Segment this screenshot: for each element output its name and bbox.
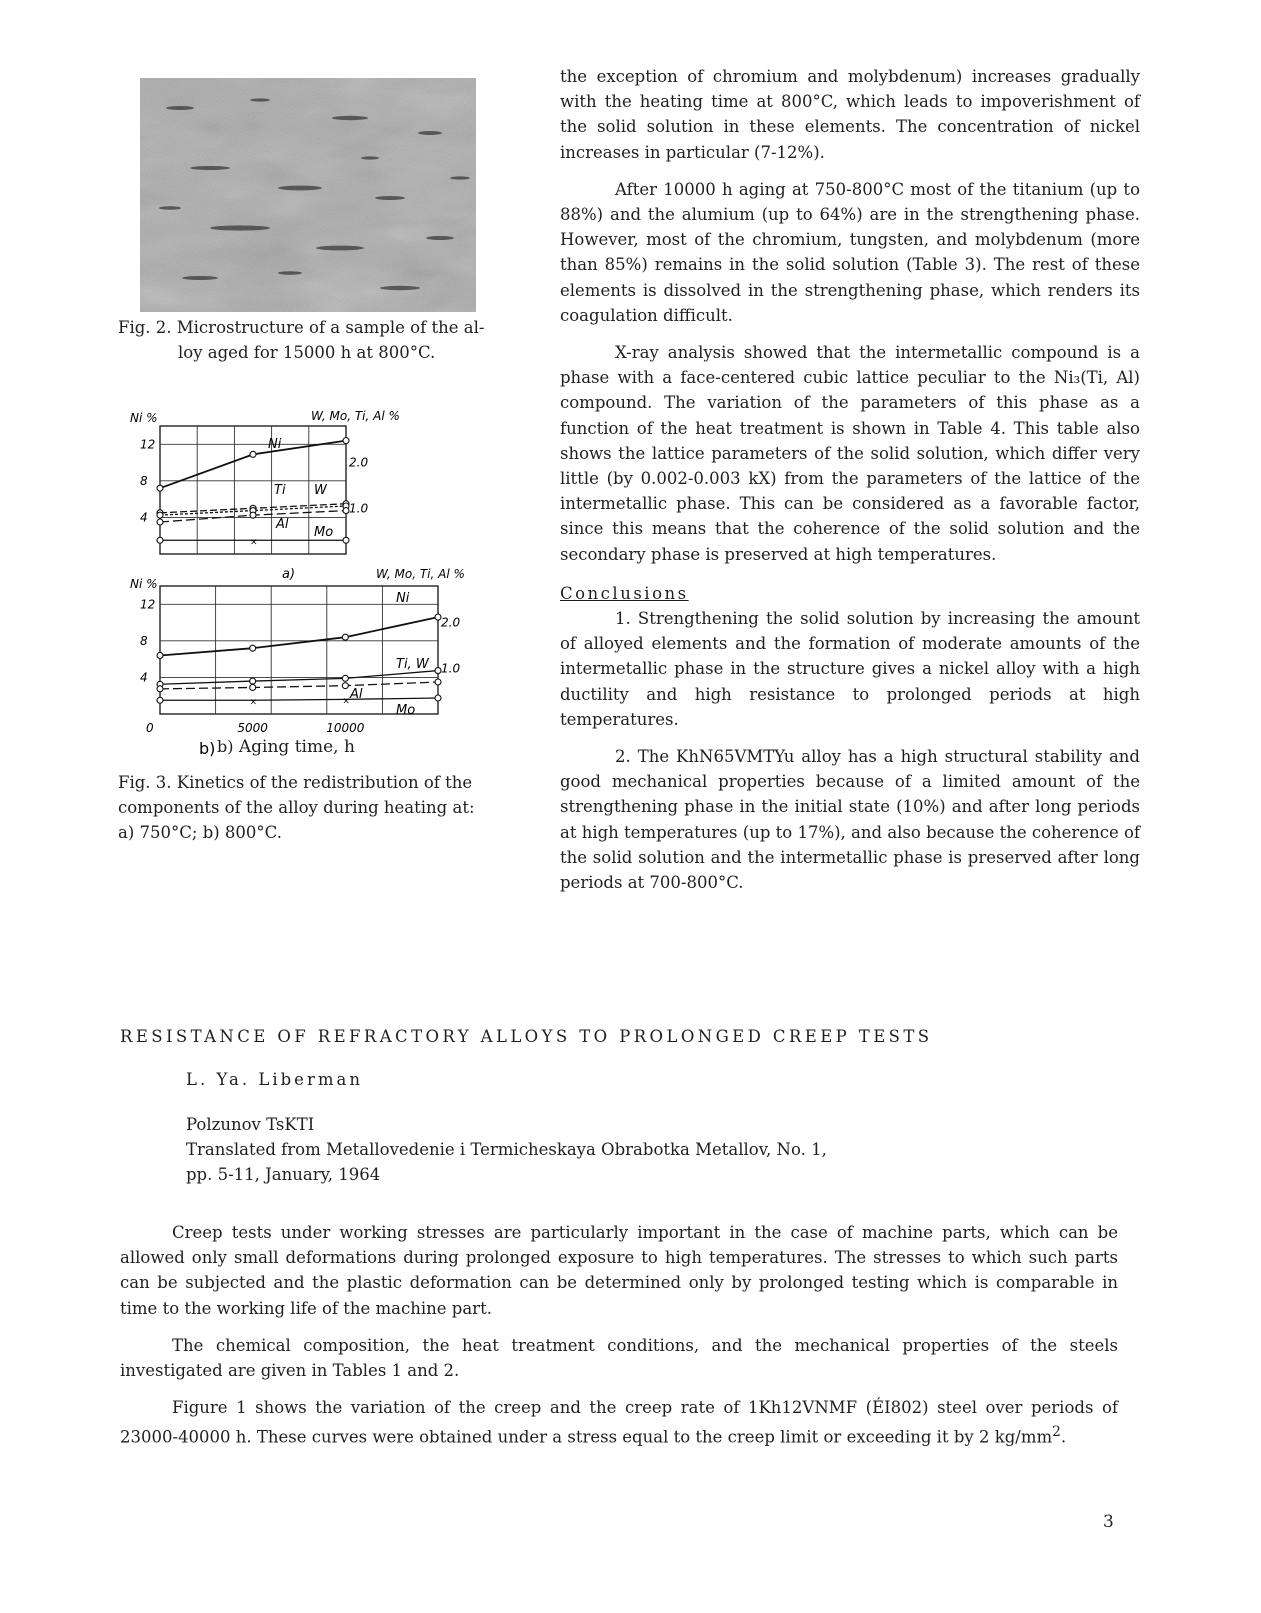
left-tick-label: 12	[140, 437, 156, 452]
data-point	[157, 485, 163, 491]
paragraph: the exception of chromium and molybdenum) increases gradually with the heating time at 800°C, which leads to impoverishment of the solid solution in these elements. The concentration of nickel increases in particular (7-12%).	[560, 67, 1140, 162]
data-point	[435, 668, 441, 674]
fig2-caption-line: loy aged for 15000 h at 800°C.	[178, 343, 436, 362]
conclusion-item: 2. The KhN65VMTYu alloy has a high structural stability and good mechanical properties because of a limited amount of the strengthening phase in the initial state (10%) and after long periods at high temperatures (up to 17%), and also because the coherence of the solid solution and the intermetallic phase is preserved after long periods at 700-800°C.	[560, 747, 1140, 893]
fig3-caption	[118, 770, 475, 845]
left-tick-label: 4	[140, 510, 148, 525]
data-point	[157, 652, 163, 658]
affiliation: Polzunov TsKTI	[186, 1115, 315, 1134]
data-point	[435, 614, 441, 620]
page-number: 3	[1103, 1512, 1114, 1532]
paragraph: After 10000 h aging at 750-800°C most of the titanium (up to 88%) and the alumium (up to 64%) are in the strengthening phase. However, most of the chromium, tungsten, and molybdenum (more than 85%) remains in the solid solution (Table 3). The rest of these elements is dissolved in the strengthening phase, which renders its coagulation difficult.	[560, 179, 1140, 325]
data-point-cross: ×	[342, 696, 350, 707]
fig2-caption-line: Fig. 2. Microstructure of a sample of the al-	[118, 318, 485, 337]
series-label: Al	[350, 687, 363, 702]
paragraph: The chemical composition, the heat treatment conditions, and the mechanical properties of the steels investigated are given in Tables 1 and 2.	[120, 1335, 1118, 1381]
data-point	[342, 675, 348, 681]
fig2-caption	[118, 315, 484, 365]
article-author: L. Ya. Liberman	[186, 1070, 363, 1089]
fig3-caption-line: Fig. 3. Kinetics of the redistribution of the	[118, 773, 473, 792]
series-label: Ni	[396, 591, 410, 606]
data-point	[435, 695, 441, 701]
data-point	[342, 683, 348, 689]
right-axis-unit-b: W, Mo, Ti, Al %	[376, 567, 465, 581]
series-label: Ni	[268, 437, 282, 452]
data-point	[342, 634, 348, 640]
data-point	[343, 438, 349, 444]
left-tick-label: 4	[140, 670, 148, 685]
right-tick-label: 2.0	[349, 455, 369, 470]
fig3-caption-line: a) 750°C; b) 800°C.	[118, 823, 282, 842]
left-tick-label: 0	[146, 721, 154, 735]
article-affiliation-block	[186, 1112, 827, 1188]
data-point	[157, 512, 163, 518]
right-tick-label: 1.0	[349, 501, 369, 516]
right-tick-label: 2.0	[441, 615, 461, 630]
data-point	[250, 678, 256, 684]
data-point	[250, 684, 256, 690]
data-point	[343, 508, 349, 514]
source-line: pp. 5-11, January, 1964	[186, 1165, 381, 1185]
x-axis-title: Aging time, h	[238, 737, 355, 757]
panel-b	[140, 586, 460, 735]
data-point	[343, 537, 349, 543]
series-label: Ti, W	[396, 657, 429, 672]
paragraph	[120, 1395, 1118, 1450]
data-point	[157, 686, 163, 692]
left-tick-label: 8	[140, 473, 148, 488]
data-point	[157, 519, 163, 525]
article-title: RESISTANCE OF REFRACTORY ALLOYS TO PROLONGED CREEP TESTS	[120, 1027, 933, 1046]
panel-a-label: a)	[282, 567, 296, 582]
panel-b-label: b)	[199, 739, 216, 758]
conclusion-item: 1. Strengthening the solid solution by increasing the amount of alloyed elements and the formation of moderate amounts of the intermetallic phase in the structure gives a nickel alloy with a high ductility and high resistance to prolonged periods at high temperatures.	[560, 609, 1140, 729]
data-point	[250, 512, 256, 518]
series-label: W	[314, 483, 327, 498]
x-tick-label: 5000	[237, 721, 268, 735]
panel-a	[140, 426, 368, 554]
x-tick-label: 10000	[326, 721, 365, 735]
right-axis-unit-a: W, Mo, Ti, Al %	[311, 409, 400, 423]
series-label: Ti	[274, 483, 286, 498]
paragraph: X-ray analysis showed that the intermetallic compound is a phase with a face-centered cubic lattice peculiar to the Ni₃(Ti, Al) compound. The variation of the parameters of this phase as a function of the heat treatment is shown in Table 4. This table also shows the lattice parameters of the solid solution, which differ very little (by 0.002-0.003 kX) from the parameters of the lattice of the intermetallic phase. This can be considered as a favorable factor, since this means that the coherence of the solid solution and the secondary phase is preserved at high temperatures.	[560, 343, 1140, 564]
series-label: Mo	[314, 525, 334, 540]
left-tick-label: 12	[140, 597, 156, 612]
microstructure-photo	[140, 78, 476, 312]
fig3-caption-line: components of the alloy during heating at:	[118, 798, 475, 817]
paragraph: Creep tests under working stresses are particularly important in the case of machine parts, which can be allowed only small deformations during prolonged exposure to high temperatures. The stresses to which such parts can be subjected and the plastic deformation can be determined only by prolonged testing which is comparable in time to the working life of the machine part.	[120, 1223, 1118, 1318]
left-axis-unit-b: Ni %	[130, 577, 158, 591]
series-line-ni	[160, 617, 438, 655]
data-point	[250, 451, 256, 457]
paragraph-text: Figure 1 shows the variation of the creep and the creep rate of 1Kh12VNMF (ÉI802) steel over periods of 23000-40000 h. These curves were obtained under a stress equal to the creep limit or exceeding it by 2 kg/mm	[120, 1398, 1118, 1447]
source-line: Translated from Metallovedenie i Termicheskaya Obrabotka Metallov, No. 1,	[186, 1140, 827, 1160]
right-tick-label: 1.0	[441, 661, 461, 676]
panel-b-label-text: b)	[217, 737, 234, 756]
conclusions-heading: Conclusions	[560, 583, 689, 603]
series-line-mo	[160, 698, 438, 700]
x-axis-label	[217, 737, 355, 757]
paragraph-text: .	[1060, 1427, 1067, 1447]
series-label: Al	[276, 517, 289, 532]
data-point-cross: ×	[249, 697, 258, 708]
series-label: Mo	[396, 703, 416, 718]
data-point	[157, 697, 163, 703]
data-point	[250, 645, 256, 651]
right-column	[560, 64, 1140, 895]
superscript: 2	[1052, 1424, 1061, 1441]
left-tick-label: 8	[140, 633, 148, 648]
data-point-cross: ×	[250, 537, 258, 548]
data-point	[157, 537, 163, 543]
left-axis-unit-a: Ni %	[130, 411, 158, 425]
article-body	[120, 1220, 1118, 1450]
data-point	[435, 679, 441, 685]
